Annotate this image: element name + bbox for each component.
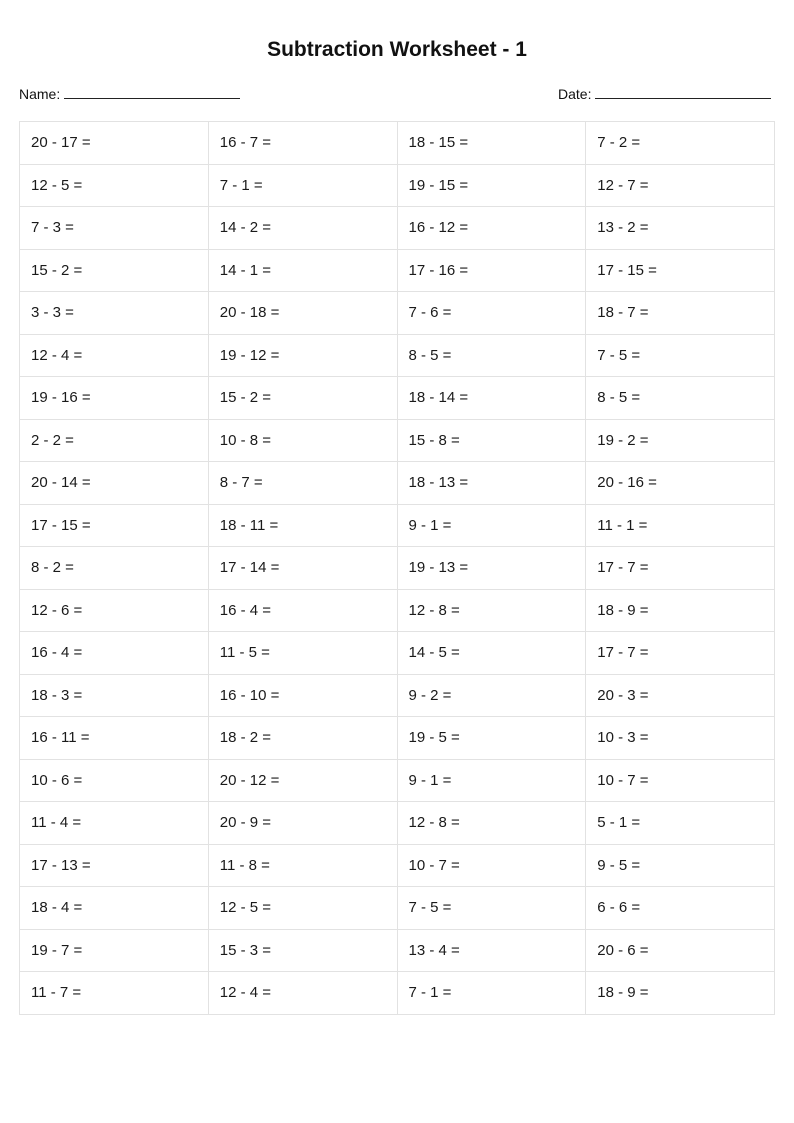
problem-cell: 16 - 4 = (20, 632, 209, 675)
date-blank-line[interactable] (595, 86, 771, 99)
problem-cell: 8 - 7 = (208, 462, 397, 505)
problem-row (20, 164, 775, 207)
problem-cell: 6 - 6 = (586, 887, 775, 930)
date-label: Date: (558, 86, 592, 102)
problem-cell: 12 - 7 = (586, 164, 775, 207)
problem-row (20, 547, 775, 590)
problem-row (20, 887, 775, 930)
problem-cell: 16 - 4 = (208, 589, 397, 632)
problem-cell: 3 - 3 = (20, 292, 209, 335)
problem-cell: 7 - 5 = (397, 887, 586, 930)
problem-row (20, 292, 775, 335)
name-blank-line[interactable] (64, 86, 240, 99)
problem-cell: 16 - 7 = (208, 122, 397, 165)
problems-table (19, 121, 775, 1015)
problem-cell: 20 - 17 = (20, 122, 209, 165)
problem-row (20, 632, 775, 675)
problem-cell: 15 - 2 = (20, 249, 209, 292)
problem-row (20, 717, 775, 760)
problem-cell: 19 - 2 = (586, 419, 775, 462)
problem-cell: 18 - 9 = (586, 972, 775, 1015)
problems-body (20, 122, 775, 1015)
problem-cell: 8 - 2 = (20, 547, 209, 590)
problem-row (20, 929, 775, 972)
problem-cell: 19 - 12 = (208, 334, 397, 377)
problem-cell: 19 - 15 = (397, 164, 586, 207)
problem-row (20, 419, 775, 462)
problem-cell: 17 - 15 = (20, 504, 209, 547)
problem-cell: 15 - 8 = (397, 419, 586, 462)
problem-cell: 7 - 6 = (397, 292, 586, 335)
date-field (558, 86, 771, 102)
problem-cell: 18 - 14 = (397, 377, 586, 420)
problem-cell: 16 - 12 = (397, 207, 586, 250)
problem-row (20, 207, 775, 250)
problem-row (20, 122, 775, 165)
problem-cell: 19 - 7 = (20, 929, 209, 972)
problem-row (20, 674, 775, 717)
problem-cell: 17 - 14 = (208, 547, 397, 590)
problem-cell: 20 - 3 = (586, 674, 775, 717)
problem-cell: 10 - 6 = (20, 759, 209, 802)
problem-cell: 20 - 18 = (208, 292, 397, 335)
problem-cell: 18 - 9 = (586, 589, 775, 632)
problem-cell: 2 - 2 = (20, 419, 209, 462)
problem-cell: 9 - 1 = (397, 504, 586, 547)
problem-cell: 11 - 4 = (20, 802, 209, 845)
problem-cell: 10 - 7 = (397, 844, 586, 887)
problem-cell: 7 - 3 = (20, 207, 209, 250)
problem-cell: 8 - 5 = (586, 377, 775, 420)
problem-cell: 18 - 2 = (208, 717, 397, 760)
problem-cell: 15 - 2 = (208, 377, 397, 420)
problem-row (20, 334, 775, 377)
problem-cell: 17 - 15 = (586, 249, 775, 292)
problem-row (20, 802, 775, 845)
problem-cell: 18 - 13 = (397, 462, 586, 505)
problem-cell: 20 - 16 = (586, 462, 775, 505)
problem-cell: 13 - 2 = (586, 207, 775, 250)
problem-row (20, 844, 775, 887)
problem-cell: 20 - 12 = (208, 759, 397, 802)
problem-cell: 7 - 5 = (586, 334, 775, 377)
problem-cell: 12 - 8 = (397, 589, 586, 632)
problem-cell: 17 - 16 = (397, 249, 586, 292)
problem-row (20, 589, 775, 632)
problem-cell: 5 - 1 = (586, 802, 775, 845)
problem-cell: 12 - 6 = (20, 589, 209, 632)
problem-cell: 12 - 5 = (208, 887, 397, 930)
problem-cell: 14 - 2 = (208, 207, 397, 250)
problem-row (20, 249, 775, 292)
problem-row (20, 972, 775, 1015)
problem-cell: 20 - 9 = (208, 802, 397, 845)
name-label: Name: (19, 86, 61, 102)
problem-cell: 10 - 8 = (208, 419, 397, 462)
problem-cell: 19 - 16 = (20, 377, 209, 420)
problem-cell: 11 - 1 = (586, 504, 775, 547)
problem-cell: 10 - 3 = (586, 717, 775, 760)
problem-cell: 19 - 5 = (397, 717, 586, 760)
problem-cell: 7 - 2 = (586, 122, 775, 165)
problem-cell: 9 - 1 = (397, 759, 586, 802)
problem-cell: 18 - 15 = (397, 122, 586, 165)
problem-cell: 9 - 5 = (586, 844, 775, 887)
problem-cell: 13 - 4 = (397, 929, 586, 972)
problem-cell: 18 - 4 = (20, 887, 209, 930)
problem-cell: 19 - 13 = (397, 547, 586, 590)
problem-row (20, 462, 775, 505)
problem-cell: 17 - 13 = (20, 844, 209, 887)
worksheet-title: Subtraction Worksheet - 1 (267, 38, 527, 61)
problem-cell: 10 - 7 = (586, 759, 775, 802)
problem-cell: 18 - 7 = (586, 292, 775, 335)
problem-cell: 18 - 3 = (20, 674, 209, 717)
problem-cell: 20 - 6 = (586, 929, 775, 972)
problem-cell: 18 - 11 = (208, 504, 397, 547)
problem-cell: 12 - 4 = (20, 334, 209, 377)
problem-cell: 14 - 1 = (208, 249, 397, 292)
problem-cell: 12 - 4 = (208, 972, 397, 1015)
problem-row (20, 504, 775, 547)
problem-cell: 16 - 11 = (20, 717, 209, 760)
problem-cell: 16 - 10 = (208, 674, 397, 717)
problem-cell: 17 - 7 = (586, 547, 775, 590)
problem-cell: 7 - 1 = (397, 972, 586, 1015)
problem-cell: 8 - 5 = (397, 334, 586, 377)
problem-row (20, 759, 775, 802)
problem-cell: 12 - 5 = (20, 164, 209, 207)
problem-cell: 9 - 2 = (397, 674, 586, 717)
problem-cell: 14 - 5 = (397, 632, 586, 675)
problem-cell: 11 - 7 = (20, 972, 209, 1015)
problem-cell: 12 - 8 = (397, 802, 586, 845)
problem-cell: 11 - 5 = (208, 632, 397, 675)
problem-cell: 20 - 14 = (20, 462, 209, 505)
problem-cell: 11 - 8 = (208, 844, 397, 887)
problem-row (20, 377, 775, 420)
problem-cell: 17 - 7 = (586, 632, 775, 675)
name-field (19, 86, 240, 102)
problem-cell: 15 - 3 = (208, 929, 397, 972)
problem-cell: 7 - 1 = (208, 164, 397, 207)
